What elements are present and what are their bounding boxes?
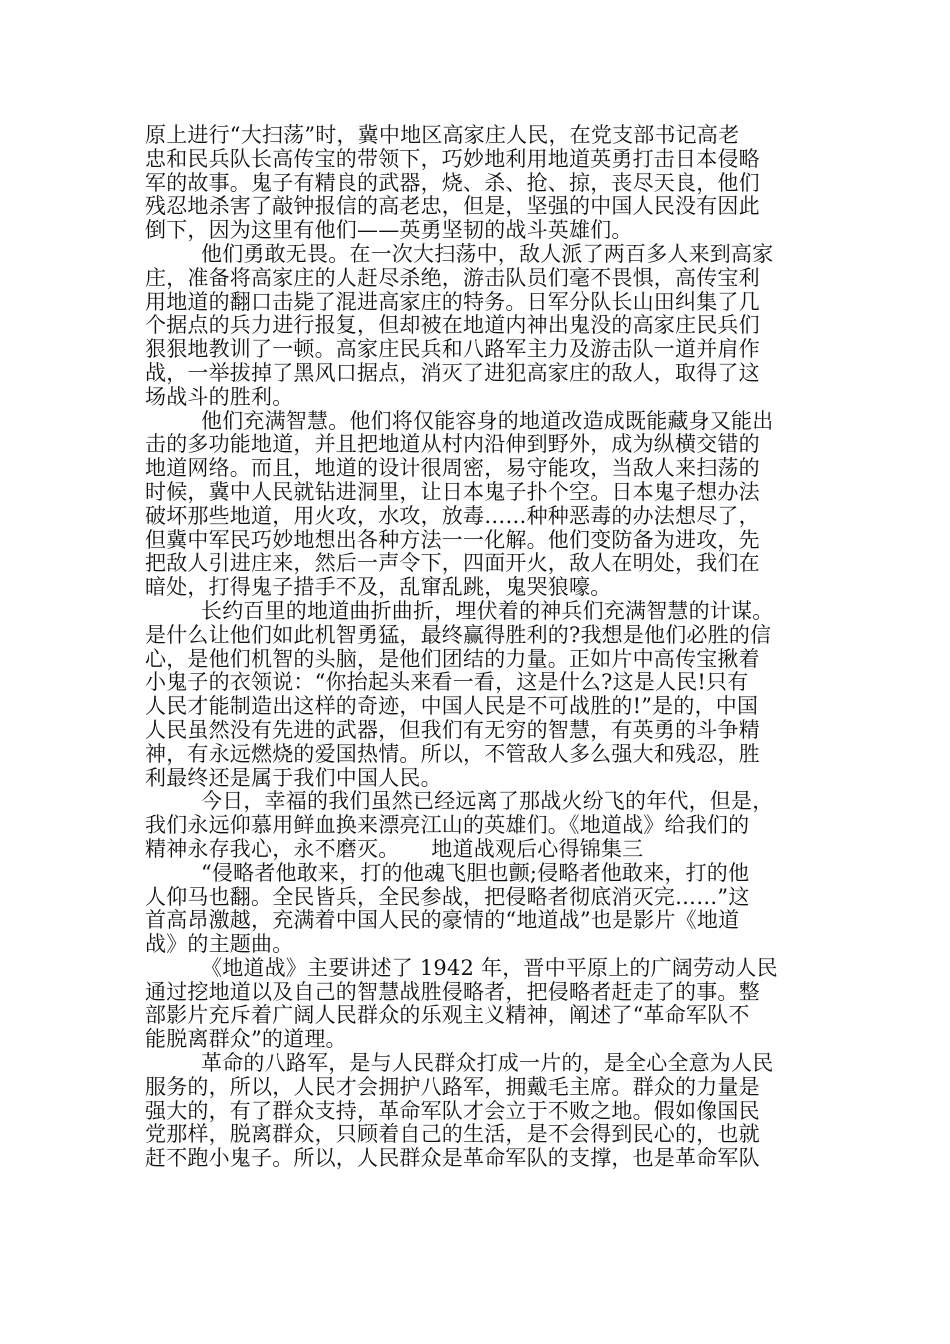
text-line: 小鬼子的衣领说：“你抬起头来看一看，这是什么?这是人民!只有	[145, 670, 749, 695]
paragraph	[145, 790, 805, 861]
text-line: 但冀中军民巧妙地想出各种方法一一化解。他们变防备为进攻，先	[145, 527, 760, 552]
text-line: 人民才能制造出这样的奇迹，中国人民是不可战胜的!”是的，中国	[145, 694, 759, 719]
text-line: 人民虽然没有先进的武器，但我们有无穷的智慧，有英勇的斗争精	[145, 717, 760, 742]
document-body	[145, 124, 805, 1171]
text-line: 心，是他们机智的头脑，是他们团结的力量。正如片中高传宝揪着	[145, 646, 760, 671]
text-line: 暗处，打得鬼子措手不及，乱窜乱跳，鬼哭狼嚎。	[145, 575, 612, 600]
text-line: 击的多功能地道，并且把地道从村内沿伸到野外，成为纵横交错的	[145, 432, 760, 457]
text-line: 狠狠地教训了一顿。高家庄民兵和八路军主力及游击队一道并肩作	[145, 337, 760, 362]
text-line: 忠和民兵队长高传宝的带领下，巧妙地利用地道英勇打击日本侵略	[145, 146, 760, 171]
text-line: 服务的，所以，人民才会拥护八路军，拥戴毛主席。群众的力量是	[145, 1074, 760, 1099]
paragraph	[145, 957, 805, 1052]
text-line: 《地道战》主要讲述了 1942 年，晋中平原上的广阔劳动人民	[201, 955, 778, 980]
text-line: 个据点的兵力进行报复，但却被在地道内神出鬼没的高家庄民兵们	[145, 313, 760, 338]
text-line: 破坏那些地道，用火攻，水攻，放毒……种种恶毒的办法想尽了，	[145, 503, 760, 528]
text-line: 庄，准备将高家庄的人赶尽杀绝，游击队员们毫不畏惧，高传宝利	[145, 265, 760, 290]
paragraph	[145, 410, 805, 600]
text-line: 神，有永远燃烧的爱国热情。所以，不管敌人多么强大和残忍，胜	[145, 741, 760, 766]
text-line: 党那样，脱离群众，只顾着自己的生活，是不会得到民心的，也就	[145, 1122, 760, 1147]
text-line: 时候，冀中人民就钻进洞里，让日本鬼子扑个空。日本鬼子想办法	[145, 479, 760, 504]
text-line: 能脱离群众”的道理。	[145, 1027, 347, 1052]
text-line: 通过挖地道以及自己的智慧战胜侵略者，把侵略者赶走了的事。整	[145, 979, 760, 1004]
paragraph	[145, 243, 805, 410]
text-line: 把敌人引进庄来，然后一声令下，四面开火，敌人在明处，我们在	[145, 551, 760, 576]
text-line: 场战斗的胜利。	[145, 384, 294, 409]
text-line: 我们永远仰慕用鲜血换来漂亮江山的英雄们。《地道战》给我们的	[145, 813, 750, 838]
text-line: 强大的，有了群众支持，革命军队才会立于不败之地。假如像国民	[145, 1098, 760, 1123]
text-line: 军的故事。鬼子有精良的武器，烧、杀、抢、掠，丧尽天良，他们	[145, 170, 760, 195]
paragraph	[145, 124, 805, 243]
text-line: 战，一举拔掉了黑风口据点，消灭了进犯高家庄的敌人，取得了这	[145, 360, 760, 385]
paragraph	[145, 1052, 805, 1171]
text-line: 利最终还是属于我们中国人民。	[145, 765, 442, 790]
text-line: 他们勇敢无畏。在一次大扫荡中，敌人派了两百多人来到高家	[201, 241, 774, 266]
text-line: 原上进行“大扫荡”时，冀中地区高家庄人民，在党支部书记高老	[145, 123, 740, 147]
text-line: 他们充满智慧。他们将仅能容身的地道改造成既能藏身又能出	[201, 408, 774, 433]
text-line: 倒下，因为这里有他们——英勇坚韧的战斗英雄们。	[145, 218, 633, 243]
text-line: 战》的主题曲。	[145, 932, 294, 957]
text-line: 用地道的翻口击毙了混进高家庄的特务。日军分队长山田纠集了几	[145, 289, 760, 314]
text-line: 人仰马也翻。全民皆兵，全民参战，把侵略者彻底消灭完……”这	[145, 884, 750, 909]
text-line: 部影片充斥着广阔人民群众的乐观主义精神，阐述了“革命军队不	[145, 1003, 750, 1028]
text-line: 地道网络。而且，地道的设计很周密，易守能攻，当敌人来扫荡的	[145, 456, 760, 481]
text-line: 是什么让他们如此机智勇猛，最终赢得胜利的?我想是他们必胜的信	[145, 622, 772, 647]
text-line: 残忍地杀害了敲钟报信的高老忠，但是，坚强的中国人民没有因此	[145, 194, 760, 219]
text-line: 首高昂激越，充满着中国人民的豪情的“地道战”也是影片《地道	[145, 908, 740, 933]
text-line: 精神永存我心，永不磨灭。 地道战观后心得锦集三	[145, 836, 644, 861]
text-line: 赶不跑小鬼子。所以，人民群众是革命军队的支撑，也是革命军队	[145, 1146, 760, 1171]
text-line: 长约百里的地道曲折曲折，埋伏着的神兵们充满智慧的计谋。	[201, 598, 774, 623]
text-line: “侵略者他敢来，打的他魂飞胆也颤;侵略者他敢来，打的他	[201, 860, 750, 885]
text-line: 革命的八路军，是与人民群众打成一片的，是全心全意为人民	[201, 1051, 774, 1076]
text-line: 今日，幸福的我们虽然已经远离了那战火纷飞的年代，但是，	[201, 789, 774, 814]
paragraph	[145, 862, 805, 957]
paragraph	[145, 600, 805, 790]
